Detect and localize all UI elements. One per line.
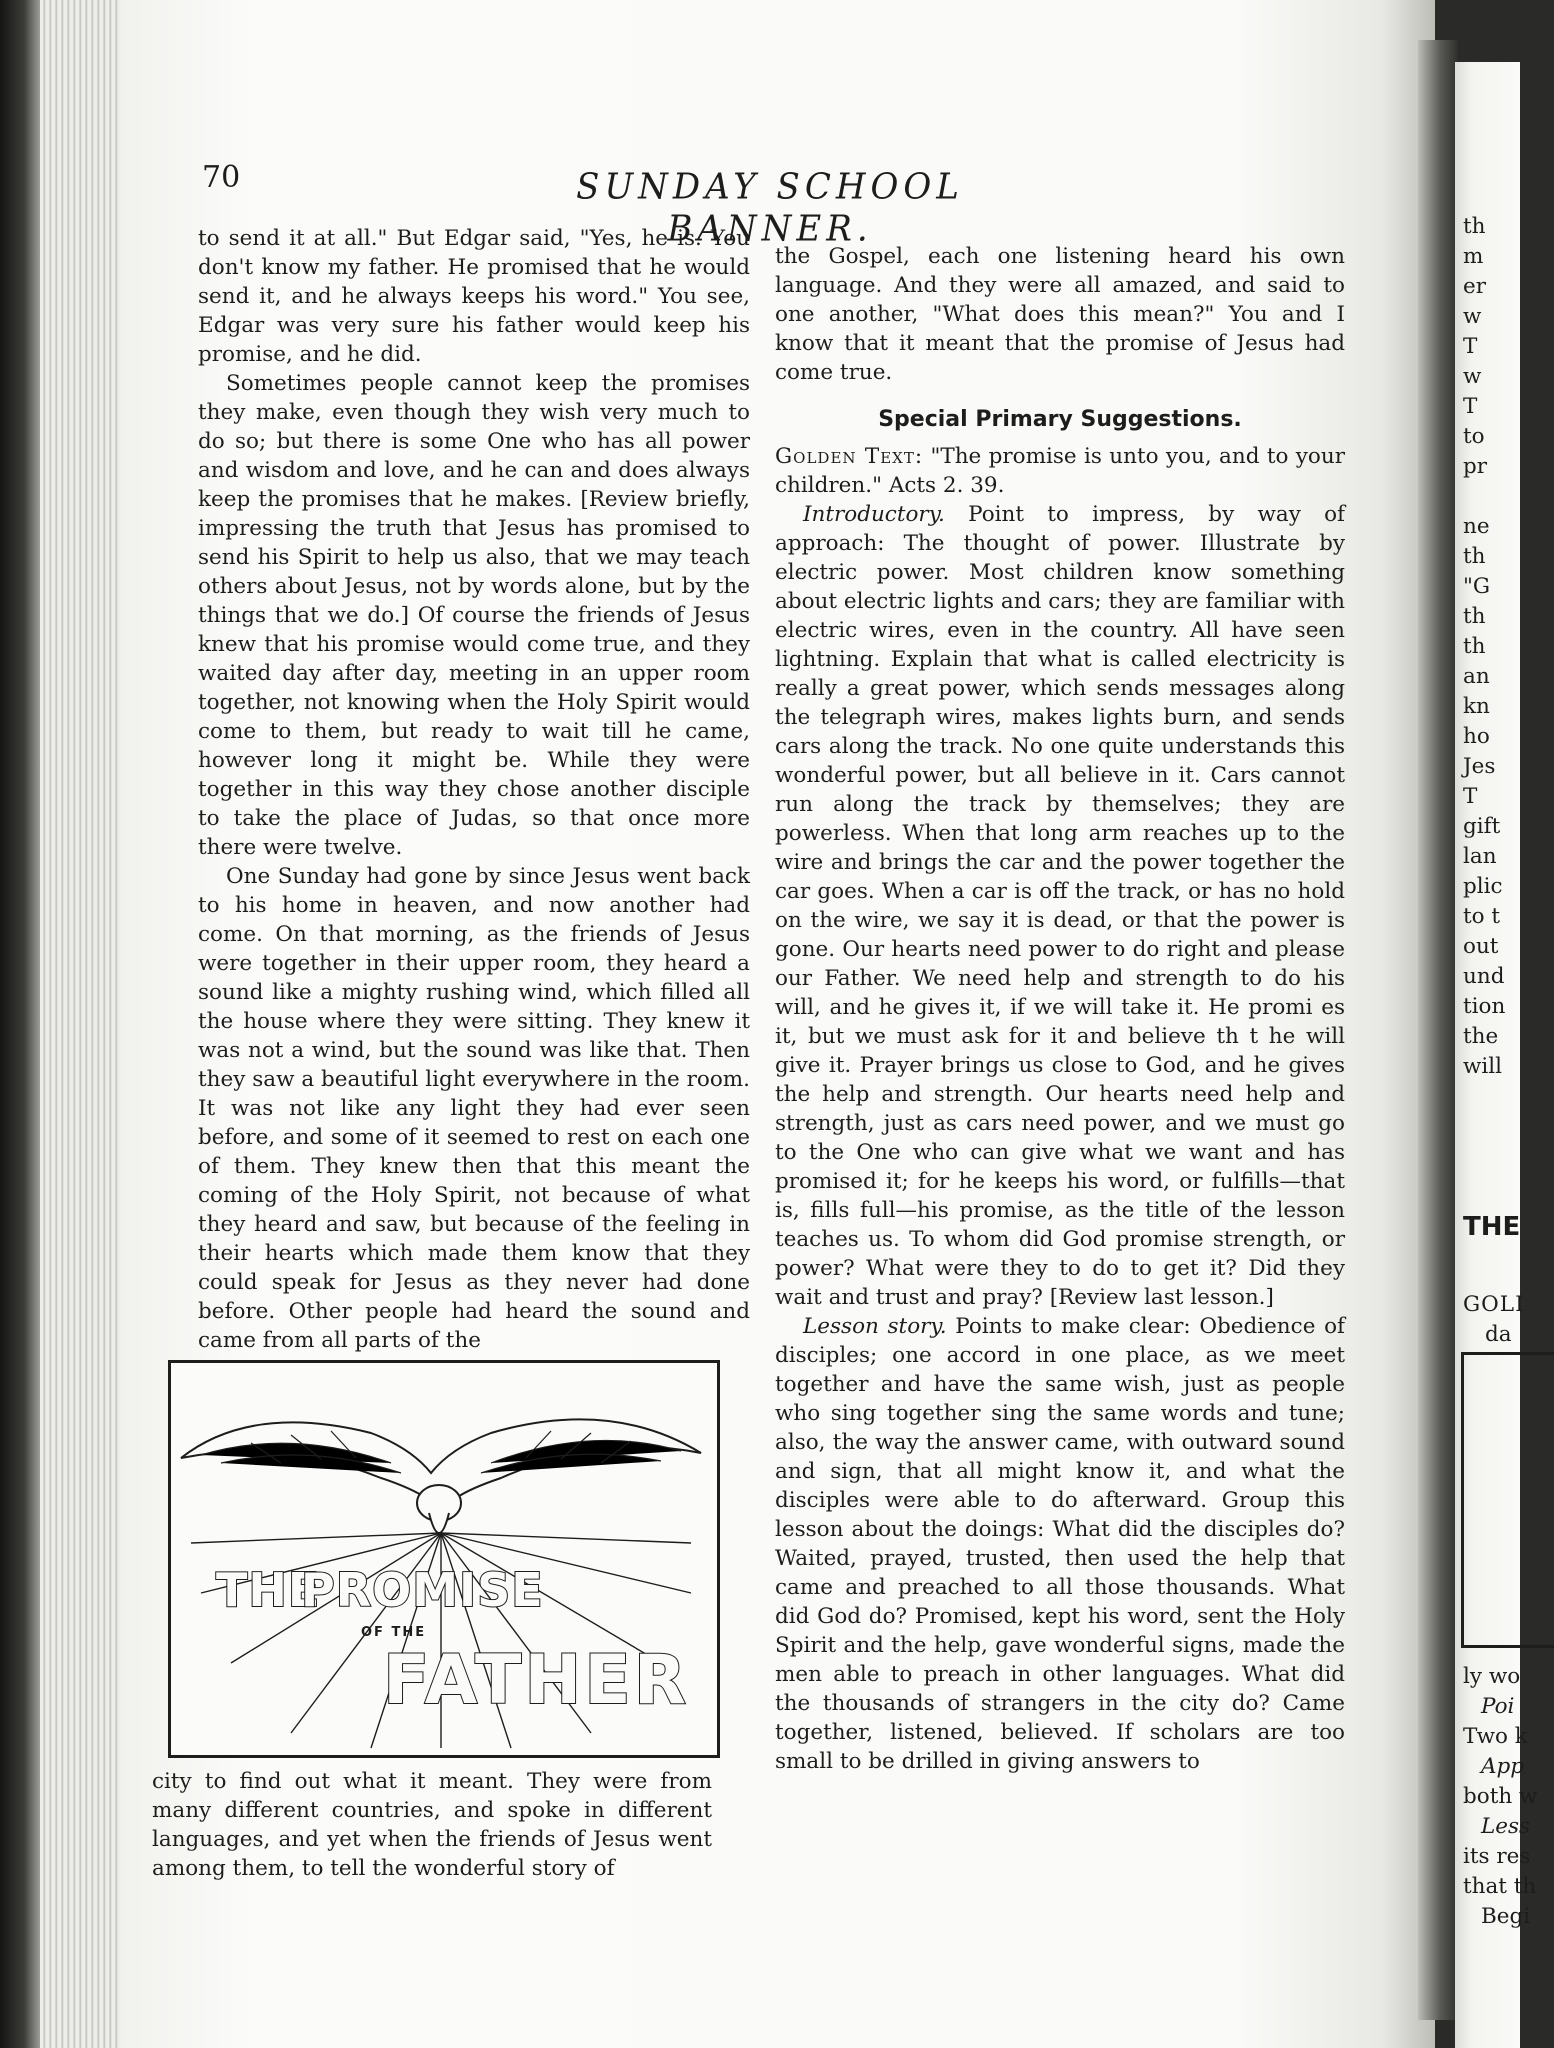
- next-page-illustration-box: [1461, 1352, 1554, 1648]
- next-page-golden: GOLI: [1463, 1292, 1525, 1317]
- next-page-fragment-line: ne: [1463, 514, 1490, 539]
- next-page-heading: THE: [1463, 1212, 1521, 1242]
- left-paragraph-3: One Sunday had gone by since Jesus went back to his home in heaven, and now another had come. On that morning, as the friends of Jesus were together in their upper room, they heard a sound like a mighty rushing wind, which filled all the house where they were sitting. They knew it was not a wind, but the sound was like that. Then they saw a beautiful light everywhere in the room. It was not like any light they had ever seen before, and some of it seemed to rest on each one of them. They knew then that this meant the coming of the Holy Spirit, not because of what they heard and saw, but because of the feeling in their hearts which made them know that they could speak for Jesus as they never had done before. Other people had heard the sound and came from all parts of the: [198, 864, 750, 1353]
- next-page-bottom-line: App: [1481, 1754, 1525, 1779]
- lesson-story-text: Points to make clear: Obedience of disciples; one accord in one place, as we meet together and have the same wish, just as people who sing together sing the same words and tune; also, the way the answer came, with outward sound and sign, that all might know it, and what the disciples were able to do afterward. Group this lesson about the doings: What did the disciples do? Waited, prayed, trusted, then used the help that came and preached to all those thousands. What did God do? Promised, kept his word, sent the Holy Spirit and the help, gave wonderful signs, made the men able to preach in other languages. What did the thousands of strangers in the city do? Came together, listened, believed. If scholars are too small to be drilled in giving answers to: [775, 1314, 1345, 1774]
- left-paragraph-2: Sometimes people cannot keep the promises they make, even though they wish very much to do so; but there is some One who has all power and wisdom and love, and he can and does always keep the promises that he makes. [Review briefly, impressing the truth that Jesus has promised to send his Spirit to help us also, that we may teach others about Jesus, not by words alone, but by the things that we do.] Of course the friends of Jesus knew that his promise would come true, and they waited day after day, meeting in an upper room together, not knowing when the Holy Spirit would come to them, but ready to wait till he came, however long it might be. While they were together in this way they chose another disciple to take the place of Judas, so that once more there were twelve.: [198, 371, 750, 860]
- next-page-fragment-line: pr: [1463, 454, 1488, 479]
- next-page-fragment-line: ho: [1463, 724, 1490, 749]
- section-heading: Special Primary Suggestions.: [878, 407, 1242, 432]
- left-paragraph-1: to send it at all." But Edgar said, "Yes, he is. You don't know my father. He promised that he would send it, and he always keeps his word." You see, Edgar was very sure his father would keep his promise, and he did.: [198, 226, 750, 367]
- next-page-bottom-line: Less: [1481, 1814, 1531, 1839]
- next-page-bottom-line: its res: [1463, 1844, 1531, 1869]
- next-page-fragment-line: will: [1463, 1054, 1503, 1079]
- golden-text-quote: "The promise is unto you, and to your children.": [775, 444, 1345, 498]
- illustration-word-father: FATHER: [383, 1641, 690, 1720]
- left-column: [198, 224, 750, 1355]
- next-page-fragment-line: tion: [1463, 994, 1506, 1019]
- next-page-fragment-line: gift: [1463, 814, 1501, 839]
- next-page-fragment-line: th: [1463, 214, 1486, 239]
- illustration-word-promise: PROMISE: [301, 1563, 544, 1617]
- next-page-fragment-line: to t: [1463, 904, 1501, 929]
- next-page-bottom-line: Begi: [1481, 1904, 1531, 1929]
- next-page-golden-2: da: [1485, 1322, 1512, 1347]
- next-page-fragment-line: "G: [1463, 574, 1491, 599]
- next-page-fragment-line: th: [1463, 634, 1486, 659]
- left-continuation-paragraph: city to find out what it meant. They were from many different countries, and spoke in different languages, and yet when the friends of Jesus went among them, to tell the wonderful story of: [152, 1769, 712, 1881]
- illustration-word-of-the: OF THE: [361, 1625, 427, 1640]
- introductory-text: Point to impress, by way of approach: The thought of power. Illustrate by electric power. Most children know something about electric lights and cars; they are familiar with electric wires, even in the country. All have seen lightning. Explain that what is called electricity is really a great power, which sends messages along the telegraph wires, makes lights burn, and sends cars along the track. No one quite understands this wonderful power, but all believe in it. Cars cannot run along the track by themselves; they are powerless. When that long arm reaches up to the wire and brings the car and the power together the car goes. When a car is off the track, or has no hold on the wire, we say it is dead, or that the power is gone. Our hearts need power to do right and please our Father. We need help and strength to do his will, and he gives it, if we will take it. He promi es it, but we must ask for it and believe th t he will give it. Prayer brings us close to God, and he gives the help and strength. Our hearts need help and strength, just as cars need power, and we must go to the One who can give what we want and has promised it; for he keeps his word, or fulfills—that is, fills full—his promise, as the title of the lesson teaches us. To whom did God promise strength, or power? What were they to do to get it? Did they wait and trust and pray? [Review last lesson.]: [775, 502, 1345, 1310]
- next-page-fragment: [1455, 62, 1538, 2048]
- next-page-fragment-line: th: [1463, 604, 1486, 629]
- next-page-fragment-line: the: [1463, 1024, 1499, 1049]
- next-page-bottom-line: both w: [1463, 1784, 1538, 1809]
- next-page-fragment-line: w: [1463, 304, 1482, 329]
- left-column-continuation: [152, 1767, 712, 1883]
- next-page-bottom-line: Poi: [1481, 1694, 1515, 1719]
- next-page-fragment-line: th: [1463, 544, 1486, 569]
- next-page-fragment-line: w: [1463, 364, 1482, 389]
- next-page-fragment-line: T: [1463, 334, 1478, 359]
- next-page-fragment-line: T: [1463, 394, 1478, 419]
- introductory-label: Introductory.: [803, 502, 945, 527]
- book-gutter: [1418, 40, 1458, 2020]
- next-page-fragment-line: an: [1463, 664, 1490, 689]
- next-page-fragment-line: und: [1463, 964, 1505, 989]
- next-page-bottom-line: that th: [1463, 1874, 1537, 1899]
- next-page-fragment-line: Jes: [1463, 754, 1496, 779]
- next-page-fragment-line: out: [1463, 934, 1499, 959]
- golden-text: [775, 442, 1345, 500]
- illustration-word-the: THE: [216, 1563, 321, 1617]
- golden-text-reference: Acts 2. 39.: [888, 473, 1005, 498]
- lesson-story-paragraph: [775, 1312, 1345, 1776]
- golden-text-label: Golden Text:: [775, 444, 924, 469]
- next-page-fragment-line: T: [1463, 784, 1478, 809]
- next-page-bottom-line: ly wo: [1463, 1664, 1521, 1689]
- right-column: [775, 242, 1345, 1776]
- lesson-story-label: Lesson story.: [803, 1314, 947, 1339]
- running-head: SUNDAY SCHOOL BANNER.: [576, 166, 964, 250]
- page-number: 70: [202, 160, 241, 195]
- introductory-paragraph: [775, 500, 1345, 1312]
- next-page-fragment-line: kn: [1463, 694, 1490, 719]
- next-page-fragment-line: lan: [1463, 844, 1497, 869]
- right-intro-paragraph: the Gospel, each one listening heard his own language. And they were all amazed, and said to one another, "What does this mean?" You and I know that it meant that the promise of Jesus had come true.: [775, 244, 1345, 385]
- illustration-promise-of-the-father: [168, 1360, 720, 1758]
- next-page-fragment-line: plic: [1463, 874, 1503, 899]
- next-page-fragment-line: m: [1463, 244, 1484, 269]
- next-page-fragment-line: to: [1463, 424, 1485, 449]
- next-page-fragment-line: er: [1463, 274, 1487, 299]
- next-page-bottom-line: Two k: [1463, 1724, 1528, 1749]
